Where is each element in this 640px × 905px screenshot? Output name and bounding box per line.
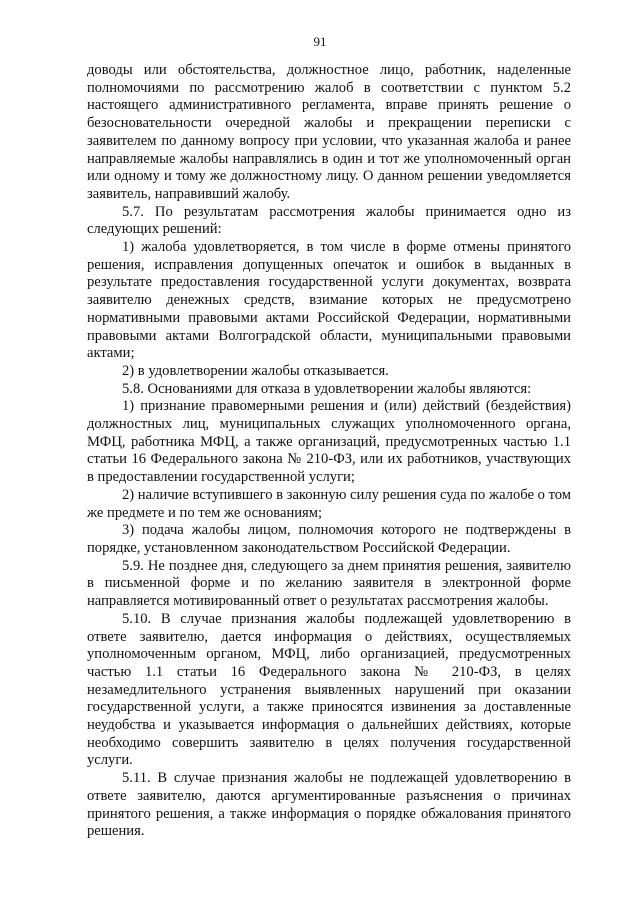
paragraph-5-8-item-2: 2) наличие вступившего в законную силу решения суда по жалобе о том же предмете и по тем же основаниям; [87,486,572,521]
paragraph-5-10: 5.10. В случае признания жалобы подлежащей удовлетворению в ответе заявителю, дается информация о действиях, осуществляемых уполномоченным органом, МФЦ, либо организацией, предусмотренных частью 1.1 статьи 16 Федерального закона № 210-ФЗ, в целях незамедлительного устранения выявленных нарушений при оказании государственной услуги, а также приносятся извинения за доставленные неудобства и указывается информация о дальнейших действиях, которые необходимо совершить заявителю в целях получения государственной услуги. [87,610,571,769]
paragraph-5-7-item-1: 1) жалоба удовлетворяется, в том числе в форме отмены принятого решения, исправления допущенных опечаток и ошибок в выданных в результате предоставления государственной услуги документах, возврата заявителю денежных средств, взимание которых не предусмотрено нормативными правовыми актами Российской Федерации, нормативными правовыми актами Волгоградской области, муниципальными правовыми актами; [87,239,571,362]
paragraph-5-7: 5.7. По результатам рассмотрения жалобы принимается одно из следующих решений: [87,203,571,238]
paragraph-5-7-item-2: 2) в удовлетворении жалобы отказывается. [122,362,389,379]
paragraph-5-8-item-3: 3) подача жалобы лицом, полномочия которого не подтверждены в порядке, установленном законодательством Российской Федерации. [87,522,571,556]
page-number: 91 [313,34,327,49]
paragraph-5-9: 5.9. Не позднее дня, следующего за днем принятия решения, заявителю в письменной форме и по желанию заявителя в электронной форме направляется мотивированный ответ о результатах рассмотрения жалобы. [87,557,571,610]
paragraph-5-11: 5.11. В случае признания жалобы не подлежащей удовлетворению в ответе заявителю, даются аргументированные разъяснения о причинах принятого решения, а также информация о порядке обжалования принятого решения. [87,770,571,840]
document-body [87,62,571,841]
paragraph-5-8-item-1: 1) признание правомерными решения и (или) действий (бездействия) должностных лиц, муниципальных служащих уполномоченного органа, МФЦ, работника МФЦ, а также организаций, предусмотренных частью 1.1 статьи 16 Федерального закона № 210-ФЗ, или их работников, участвующих в предоставлении государственной услуги; [87,398,571,486]
paragraph-continuation: доводы или обстоятельства, должностное лицо, работник, наделенные полномочиями по рассмотрению жалоб в соответствии с пунктом 5.2 настоящего административного регламента, вправе принять решение о безосновательности очередной жалобы и прекращении переписки с заявителем по данному вопросу при условии, что указанная жалоба и ранее направляемые жалобы направлялись в один и тот же уполномоченный орган или одному и тому же должностному лицу. О данном решении уведомляется заявитель, направивший жалобу. [87,62,571,202]
paragraph-5-8: 5.8. Основаниями для отказа в удовлетворении жалобы являются: [122,380,532,397]
